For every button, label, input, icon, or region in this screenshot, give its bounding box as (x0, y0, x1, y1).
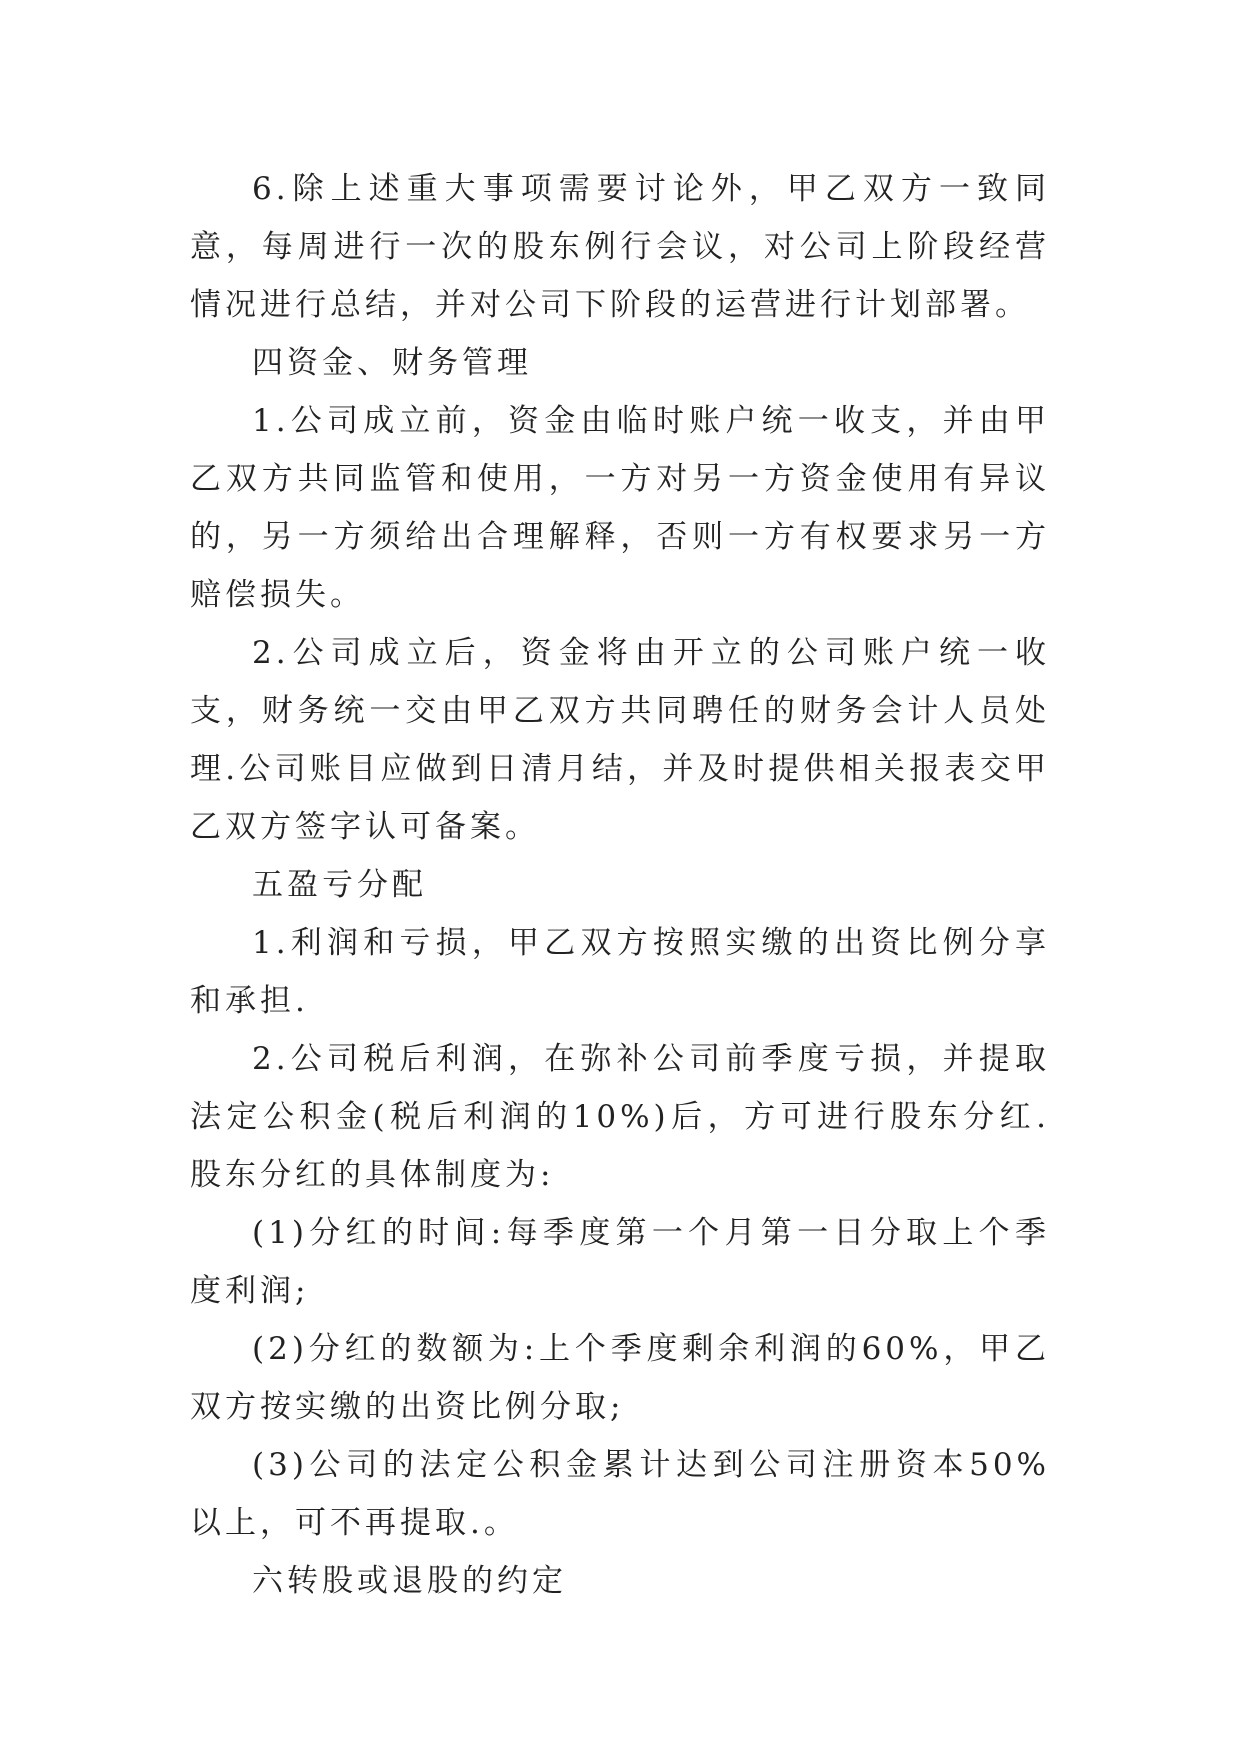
section-heading-profit-loss: 五盈亏分配 (252, 867, 427, 903)
document-body (190, 160, 1050, 1610)
paragraph-dividend-time: (1)分红的时间:每季度第一个月第一日分取上个季度利润; (190, 1215, 1050, 1309)
section-heading-funds-finance: 四资金、财务管理 (252, 345, 532, 381)
paragraph-dividend-amount: (2)分红的数额为:上个季度剩余利润的60%，甲乙双方按实缴的出资比例分取; (190, 1331, 1050, 1425)
paragraph-after-tax-profit: 2.公司税后利润，在弥补公司前季度亏损，并提取法定公积金(税后利润的10%)后，方可进行股东分红.股东分红的具体制度为: (190, 1041, 1050, 1193)
section-heading-share-transfer: 六转股或退股的约定 (252, 1563, 567, 1599)
paragraph-funds-before-establishment: 1.公司成立前，资金由临时账户统一收支，并由甲乙双方共同监管和使用，一方对另一方资金使用有异议的，另一方须给出合理解释，否则一方有权要求另一方赔偿损失。 (190, 403, 1050, 613)
paragraph-funds-after-establishment: 2.公司成立后，资金将由开立的公司账户统一收支，财务统一交由甲乙双方共同聘任的财务会计人员处理.公司账目应做到日清月结，并及时提供相关报表交甲乙双方签字认可备案。 (190, 635, 1050, 845)
paragraph-profit-loss-sharing: 1.利润和亏损，甲乙双方按照实缴的出资比例分享和承担. (190, 925, 1050, 1019)
paragraph-statutory-reserve: (3)公司的法定公积金累计达到公司注册资本50%以上，可不再提取.。 (190, 1447, 1050, 1541)
paragraph-item-6: 6.除上述重大事项需要讨论外，甲乙双方一致同意，每周进行一次的股东例行会议，对公司上阶段经营情况进行总结，并对公司下阶段的运营进行计划部署。 (190, 171, 1050, 323)
